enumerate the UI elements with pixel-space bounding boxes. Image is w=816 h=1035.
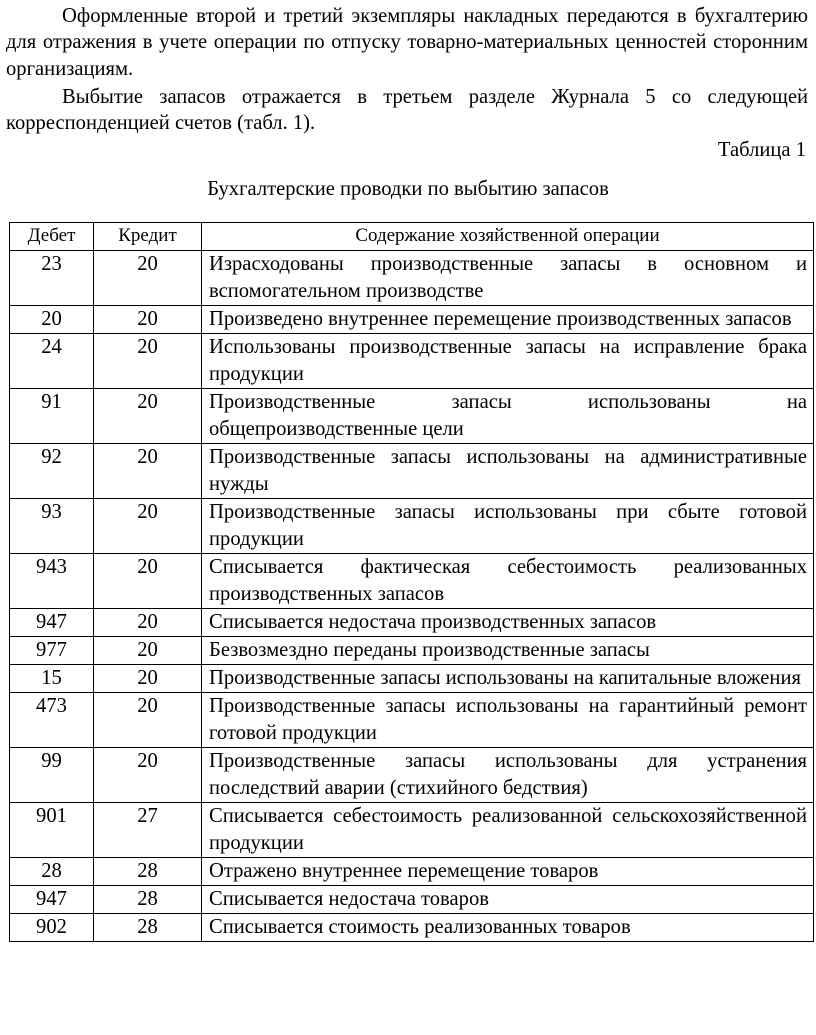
description-cell: Израсходованы производственные запасы в основном и вспомогательном производстве bbox=[202, 251, 814, 306]
debit-cell: 901 bbox=[10, 803, 94, 858]
debit-cell: 99 bbox=[10, 748, 94, 803]
debit-cell: 947 bbox=[10, 609, 94, 637]
debit-cell: 902 bbox=[10, 914, 94, 942]
credit-cell: 28 bbox=[94, 914, 202, 942]
credit-cell: 20 bbox=[94, 251, 202, 306]
credit-cell: 20 bbox=[94, 748, 202, 803]
description-cell: Производственные запасы использованы на капитальные вложения bbox=[202, 665, 814, 693]
description-cell: Списывается стоимость реализованных товаров bbox=[202, 914, 814, 942]
table-row bbox=[10, 334, 814, 389]
table-row bbox=[10, 444, 814, 499]
table-row bbox=[10, 306, 814, 334]
table-row bbox=[10, 886, 814, 914]
table-row bbox=[10, 499, 814, 554]
debit-cell: 943 bbox=[10, 554, 94, 609]
credit-cell: 28 bbox=[94, 858, 202, 886]
debit-cell: 28 bbox=[10, 858, 94, 886]
table-row bbox=[10, 389, 814, 444]
description-cell: Производственные запасы использованы на административные нужды bbox=[202, 444, 814, 499]
description-cell: Списывается недостача производственных запасов bbox=[202, 609, 814, 637]
description-cell: Произведено внутреннее перемещение производственных запасов bbox=[202, 306, 814, 334]
header-debit: Дебет bbox=[10, 223, 94, 251]
header-description: Содержание хозяйственной операции bbox=[202, 223, 814, 251]
table-row bbox=[10, 637, 814, 665]
table-row bbox=[10, 914, 814, 942]
credit-cell: 27 bbox=[94, 803, 202, 858]
debit-cell: 473 bbox=[10, 693, 94, 748]
table-title: Бухгалтерские проводки по выбытию запасов bbox=[207, 178, 609, 200]
credit-cell: 20 bbox=[94, 389, 202, 444]
debit-cell: 24 bbox=[10, 334, 94, 389]
debit-cell: 93 bbox=[10, 499, 94, 554]
entries-table bbox=[9, 222, 814, 942]
table-row bbox=[10, 251, 814, 306]
table-row bbox=[10, 693, 814, 748]
debit-cell: 92 bbox=[10, 444, 94, 499]
description-cell: Производственные запасы использованы при сбыте готовой продукции bbox=[202, 499, 814, 554]
table-row bbox=[10, 858, 814, 886]
credit-cell: 20 bbox=[94, 609, 202, 637]
debit-cell: 91 bbox=[10, 389, 94, 444]
credit-cell: 20 bbox=[94, 334, 202, 389]
description-cell: Безвозмездно переданы производственные запасы bbox=[202, 637, 814, 665]
table-row bbox=[10, 665, 814, 693]
table-body bbox=[10, 251, 814, 942]
credit-cell: 20 bbox=[94, 665, 202, 693]
description-cell: Использованы производственные запасы на исправление брака продукции bbox=[202, 334, 814, 389]
description-cell: Производственные запасы использованы на гарантийный ремонт готовой продукции bbox=[202, 693, 814, 748]
debit-cell: 947 bbox=[10, 886, 94, 914]
debit-cell: 977 bbox=[10, 637, 94, 665]
table-row bbox=[10, 748, 814, 803]
credit-cell: 28 bbox=[94, 886, 202, 914]
table-row bbox=[10, 609, 814, 637]
header-credit: Кредит bbox=[94, 223, 202, 251]
credit-cell: 20 bbox=[94, 637, 202, 665]
table-row bbox=[10, 803, 814, 858]
credit-cell: 20 bbox=[94, 693, 202, 748]
description-cell: Отражено внутреннее перемещение товаров bbox=[202, 858, 814, 886]
description-cell: Списывается фактическая себестоимость реализованных производственных запасов bbox=[202, 554, 814, 609]
description-cell: Списывается недостача товаров bbox=[202, 886, 814, 914]
table-row bbox=[10, 554, 814, 609]
table-header-row bbox=[10, 223, 814, 251]
description-cell: Списывается себестоимость реализованной сельскохозяйственной продукции bbox=[202, 803, 814, 858]
credit-cell: 20 bbox=[94, 444, 202, 499]
table-number: Таблица 1 bbox=[717, 139, 806, 161]
description-cell: Производственные запасы использованы на общепроизводственные цели bbox=[202, 389, 814, 444]
debit-cell: 15 bbox=[10, 665, 94, 693]
description-cell: Производственные запасы использованы для устранения последствий аварии (стихийного бедствия) bbox=[202, 748, 814, 803]
paragraph-disposal: Выбытие запасов отражается в третьем разделе Журнала 5 со следующей корреспонденцией счетов (табл. 1). bbox=[6, 86, 808, 135]
credit-cell: 20 bbox=[94, 499, 202, 554]
credit-cell: 20 bbox=[94, 554, 202, 609]
debit-cell: 23 bbox=[10, 251, 94, 306]
debit-cell: 20 bbox=[10, 306, 94, 334]
paragraph-invoices: Оформленные второй и третий экземпляры накладных передаются в бухгалтерию для отражения в учете операции по отпуску товарно-материальных ценностей сторонним организациям. bbox=[6, 5, 808, 80]
credit-cell: 20 bbox=[94, 306, 202, 334]
